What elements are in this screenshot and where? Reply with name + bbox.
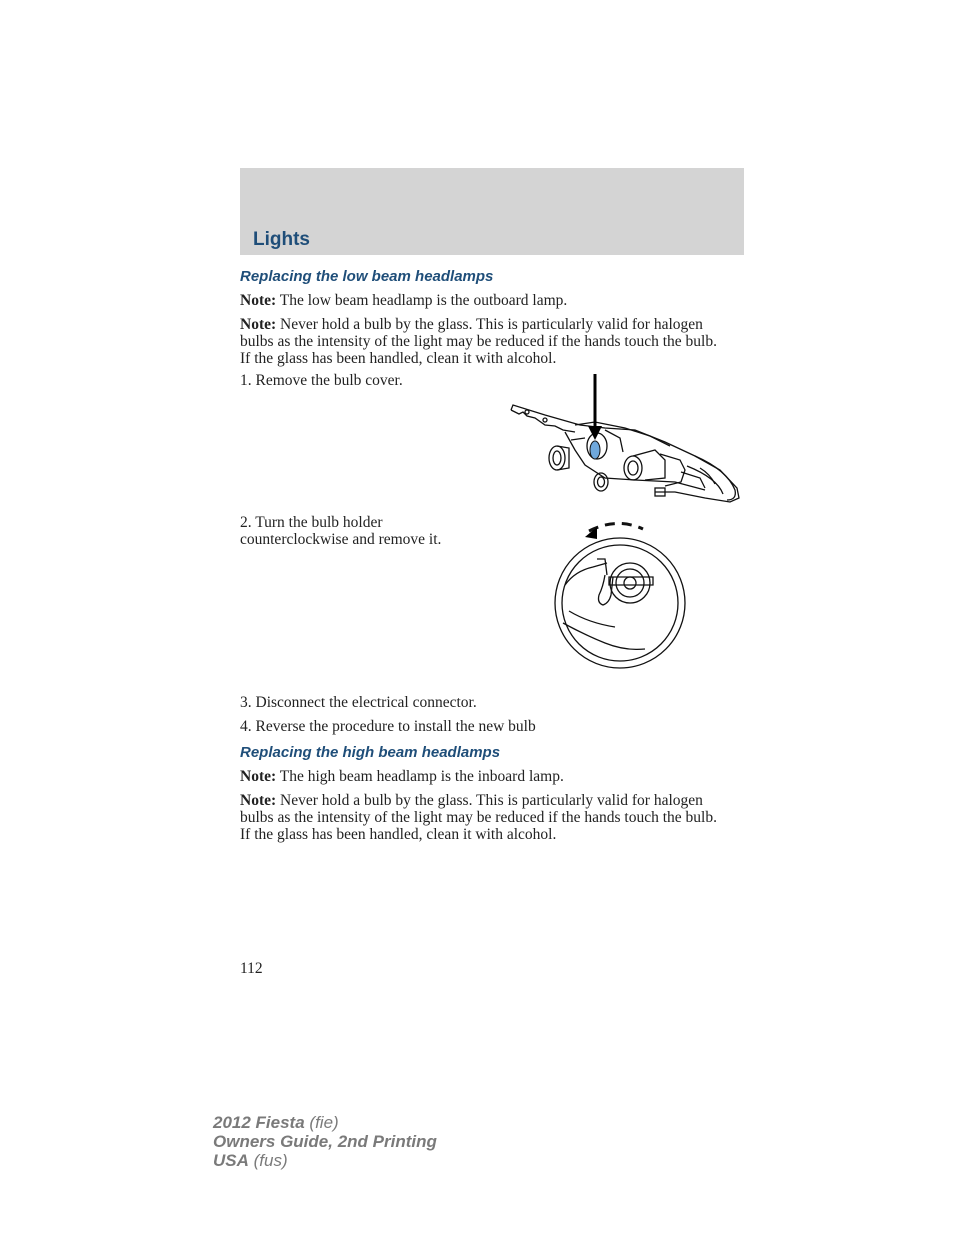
note-text: Never hold a bulb by the glass. This is particularly valid for halogen bulbs as the intensity of the light may be reduced if the hands touch the bulb. If the glass has been handled, clean it with alcohol. [240, 792, 717, 843]
note-text: The high beam headlamp is the inboard lamp. [276, 768, 564, 785]
low-beam-note-2 [240, 316, 730, 367]
note-label: Note: [240, 792, 277, 809]
high-beam-note-1 [240, 768, 740, 785]
note-label: Note: [240, 768, 277, 785]
note-text: The low beam headlamp is the outboard lamp. [276, 292, 568, 309]
market-name: USA [213, 1151, 249, 1170]
note-text: Never hold a bulb by the glass. This is particularly valid for halogen bulbs as the intensity of the light may be reduced if the hands touch the bulb. If the glass has been handled, clean it with alcohol. [240, 316, 717, 367]
step-3: 3. Disconnect the electrical connector. [240, 694, 477, 711]
high-beam-heading: Replacing the high beam headlamps [240, 744, 501, 761]
low-beam-note-1 [240, 292, 740, 309]
bulb-holder-rotation-illustration [545, 515, 695, 675]
section-header-band [240, 168, 744, 255]
footer-line-1 [213, 1113, 437, 1132]
headlamp-assembly-illustration [505, 370, 750, 510]
note-label: Note: [240, 316, 277, 333]
note-label: Note: [240, 292, 277, 309]
page-number: 112 [240, 960, 263, 977]
market-code: (fus) [248, 1151, 288, 1170]
footer-line-2: Owners Guide, 2nd Printing [213, 1132, 437, 1151]
low-beam-heading: Replacing the low beam headlamps [240, 268, 494, 285]
step-2: 2. Turn the bulb holder counterclockwise and remove it. [240, 514, 442, 548]
model-code: (fie) [304, 1113, 339, 1132]
step-1: 1. Remove the bulb cover. [240, 372, 403, 389]
document-footer [213, 1113, 437, 1170]
high-beam-note-2 [240, 792, 730, 843]
footer-line-3 [213, 1151, 437, 1170]
step-4: 4. Reverse the procedure to install the new bulb [240, 718, 536, 735]
section-title: Lights [253, 229, 310, 250]
model-name: 2012 Fiesta [213, 1113, 305, 1132]
